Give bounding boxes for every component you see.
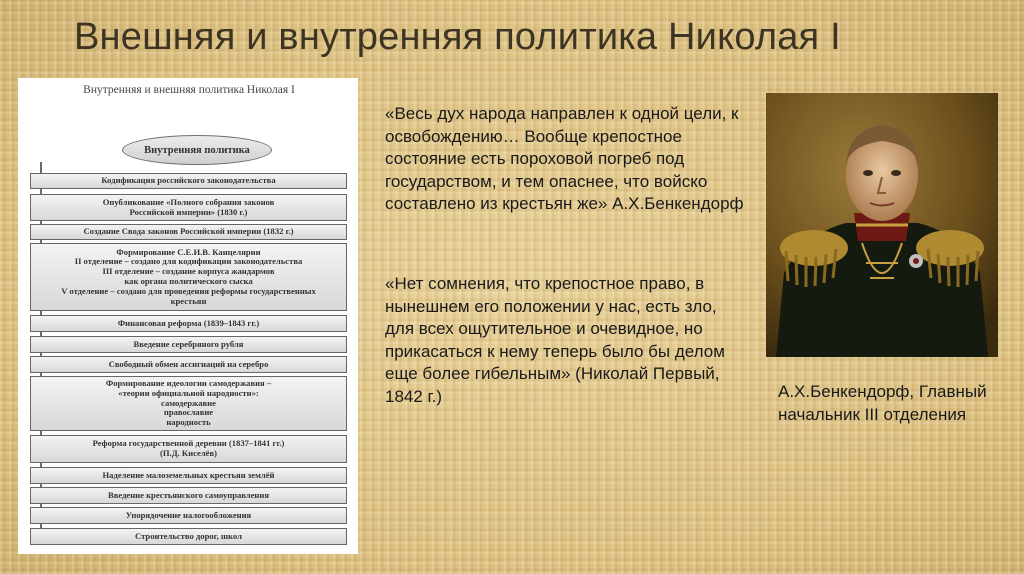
scheme-box-line: (П.Д. Киселёв): [160, 448, 217, 458]
scheme-box-line: III отделение – создание корпуса жандармов: [102, 266, 275, 277]
scheme-box-line: православие: [163, 407, 214, 418]
scheme-box-line: Российской империи» (1830 г.): [129, 206, 248, 217]
scheme-box-line: Строительство дорог, школ: [135, 530, 242, 541]
scheme-box-line: Реформа государственной деревни (1837–1841 гг.): [92, 438, 285, 449]
scheme-box: [30, 487, 347, 504]
portrait-caption: А.Х.Бенкендорф, Главный начальник III отделения: [778, 382, 987, 424]
scheme-box-line: Опубликование «Полного собрания законов: [102, 196, 275, 207]
scheme-box-line: Упорядочение налогообложения: [125, 509, 252, 520]
scheme-box-line: Введение серебряного рубля: [133, 338, 244, 349]
scheme-oval-internal-policy: Внутренняя политика: [122, 135, 272, 165]
scheme-box-line: «теории официальной народности»:: [118, 387, 259, 398]
quote-benckendorff: «Весь дух народа направлен к одной цели, к освобождению… Вообще крепостное состояние есть пороховой погреб под государством, и тем опаснее, что войско составлено из крестьян же» А.Х.Бенкендорф: [385, 104, 744, 213]
scheme-box: [30, 528, 347, 545]
scheme-box-line: Свободный обмен ассигнаций на серебро: [108, 358, 269, 369]
scheme-box: [30, 336, 347, 353]
scheme-box: [30, 507, 347, 524]
scheme-box: [30, 315, 347, 332]
scheme-box-line: Финансовая реформа (1839–1843 гг.): [117, 317, 260, 328]
slide-title: Внешняя и внутренняя политика Николая I: [74, 16, 841, 58]
scheme-box-line: крестьян: [170, 295, 207, 306]
scheme-box: [30, 194, 347, 221]
scheme-box-line: Введение крестьянского самоуправления: [108, 489, 269, 500]
scheme-box-line: Создание Свода законов Российской империи (1832 г.): [83, 226, 294, 237]
scheme-box-line: V отделение – создано для проведения реформы государственных: [61, 285, 316, 296]
scheme-box-line: Наделение малоземельных крестьян землёй: [102, 469, 275, 480]
scheme-box-line: народность: [166, 417, 211, 428]
scheme-box-line: Кодификация российского законодательства: [101, 175, 276, 186]
scheme-box: [30, 356, 347, 373]
scheme-box: [30, 376, 347, 431]
scheme-box: [30, 224, 347, 240]
scheme-box: [30, 173, 347, 189]
portrait-benckendorff: [766, 93, 998, 357]
scheme-box: [30, 467, 347, 484]
policy-scheme-image: [18, 78, 358, 554]
quote-nicholas: «Нет сомнения, что крепостное право, в нынешнем его положении у нас, есть зло, для всех ощутительное и очевидное, но прикасаться к нему теперь было бы делом еще более гибельным» (Николай Первый, 1842 г.): [385, 274, 725, 406]
scheme-box: [30, 243, 347, 311]
scheme-box-line: Формирование С.Е.И.В. Канцелярии: [116, 246, 261, 257]
scheme-box-line: как органа политического сыска: [124, 276, 253, 286]
scheme-box: [30, 435, 347, 463]
scheme-box-line: Формирование идеологии самодержавия –: [105, 378, 272, 388]
scheme-box-line: самодержавие: [161, 397, 216, 408]
scheme-title: Внутренняя и внешняя политика Николая I: [83, 84, 295, 96]
scheme-box-line: II отделение – создано для кодификации законодательства: [74, 256, 303, 267]
